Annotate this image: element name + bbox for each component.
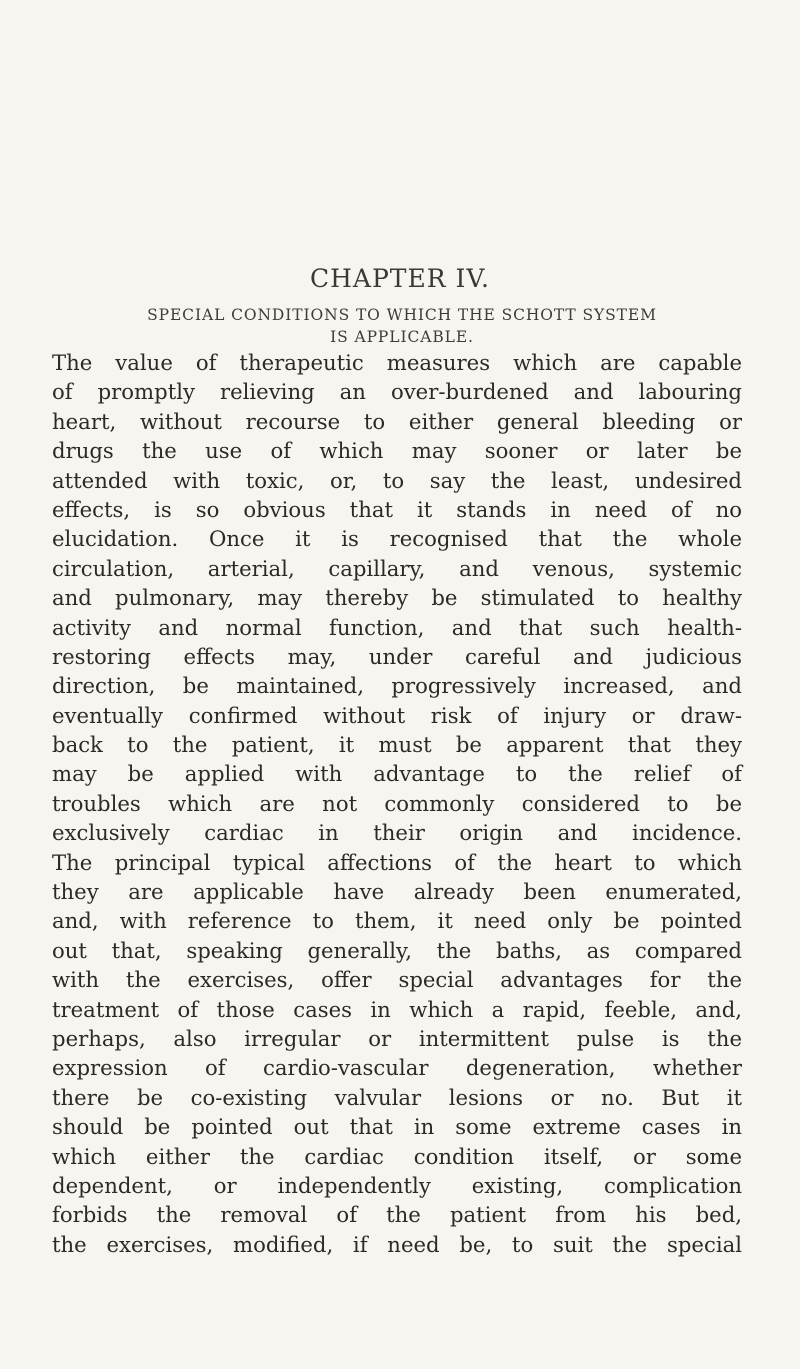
text-line: restoring effects may, under careful and judicious	[52, 643, 742, 669]
chapter-subtitle	[52, 304, 752, 348]
text-line: should be pointed out that in some extreme cases in	[52, 1114, 742, 1140]
text-line: exclusively cardiac in their origin and incidence.	[52, 820, 742, 846]
chapter-title: CHAPTER IV.	[309, 264, 490, 293]
text-line: they are applicable have already been enumerated,	[52, 879, 742, 905]
text-line: circulation, arterial, capillary, and venous, systemic	[52, 555, 742, 581]
text-line: with the exercises, offer special advantages for the	[52, 967, 742, 993]
text-line: and, with reference to them, it need only be pointed	[52, 908, 742, 934]
text-line: there be co-existing valvular lesions or no. But it	[52, 1084, 742, 1110]
text-line: dependent, or independently existing, complication	[52, 1172, 742, 1198]
text-line: drugs the use of which may sooner or later be	[52, 438, 742, 464]
text-line: direction, be maintained, progressively increased, and	[52, 673, 742, 699]
text-line: The value of therapeutic measures which are capable	[52, 350, 742, 375]
text-line: which either the cardiac condition itself, or some	[52, 1143, 742, 1169]
text-line: troubles which are not commonly considered to be	[52, 790, 742, 816]
text-line: heart, without recourse to either general bleeding or	[52, 408, 742, 434]
text-line: activity and normal function, and that such health-	[52, 614, 742, 640]
text-line: perhaps, also irregular or intermittent pulse is the	[52, 1025, 742, 1051]
body-paragraph	[52, 348, 742, 1259]
text-line: the exercises, modified, if need be, to suit the special	[52, 1231, 742, 1257]
text-line: eventually confirmed without risk of injury or draw-	[52, 702, 742, 728]
text-line: expression of cardio-vascular degeneration, whether	[52, 1055, 742, 1081]
subtitle-line-1: SPECIAL CONDITIONS TO WHICH THE SCHOTT SYSTEM	[147, 306, 657, 324]
text-line: attended with toxic, or, to say the least, undesired	[52, 467, 742, 493]
text-line: of promptly relieving an over-burdened and labouring	[52, 379, 742, 405]
text-line: effects, is so obvious that it stands in need of no	[52, 496, 742, 522]
text-line: out that, speaking generally, the baths, as compared	[52, 937, 742, 963]
text-line: elucidation. Once it is recognised that the whole	[52, 526, 742, 552]
text-line: forbids the removal of the patient from his bed,	[52, 1202, 742, 1228]
text-line: and pulmonary, may thereby be stimulated to healthy	[52, 585, 742, 611]
subtitle-line-2: IS APPLICABLE.	[330, 328, 474, 346]
text-line: may be applied with advantage to the relief of	[52, 761, 742, 787]
text-line: back to the patient, it must be apparent that they	[52, 732, 742, 758]
text-line: treatment of those cases in which a rapid, feeble, and,	[52, 996, 742, 1022]
text-line: The principal typical affections of the heart to which	[52, 849, 742, 875]
